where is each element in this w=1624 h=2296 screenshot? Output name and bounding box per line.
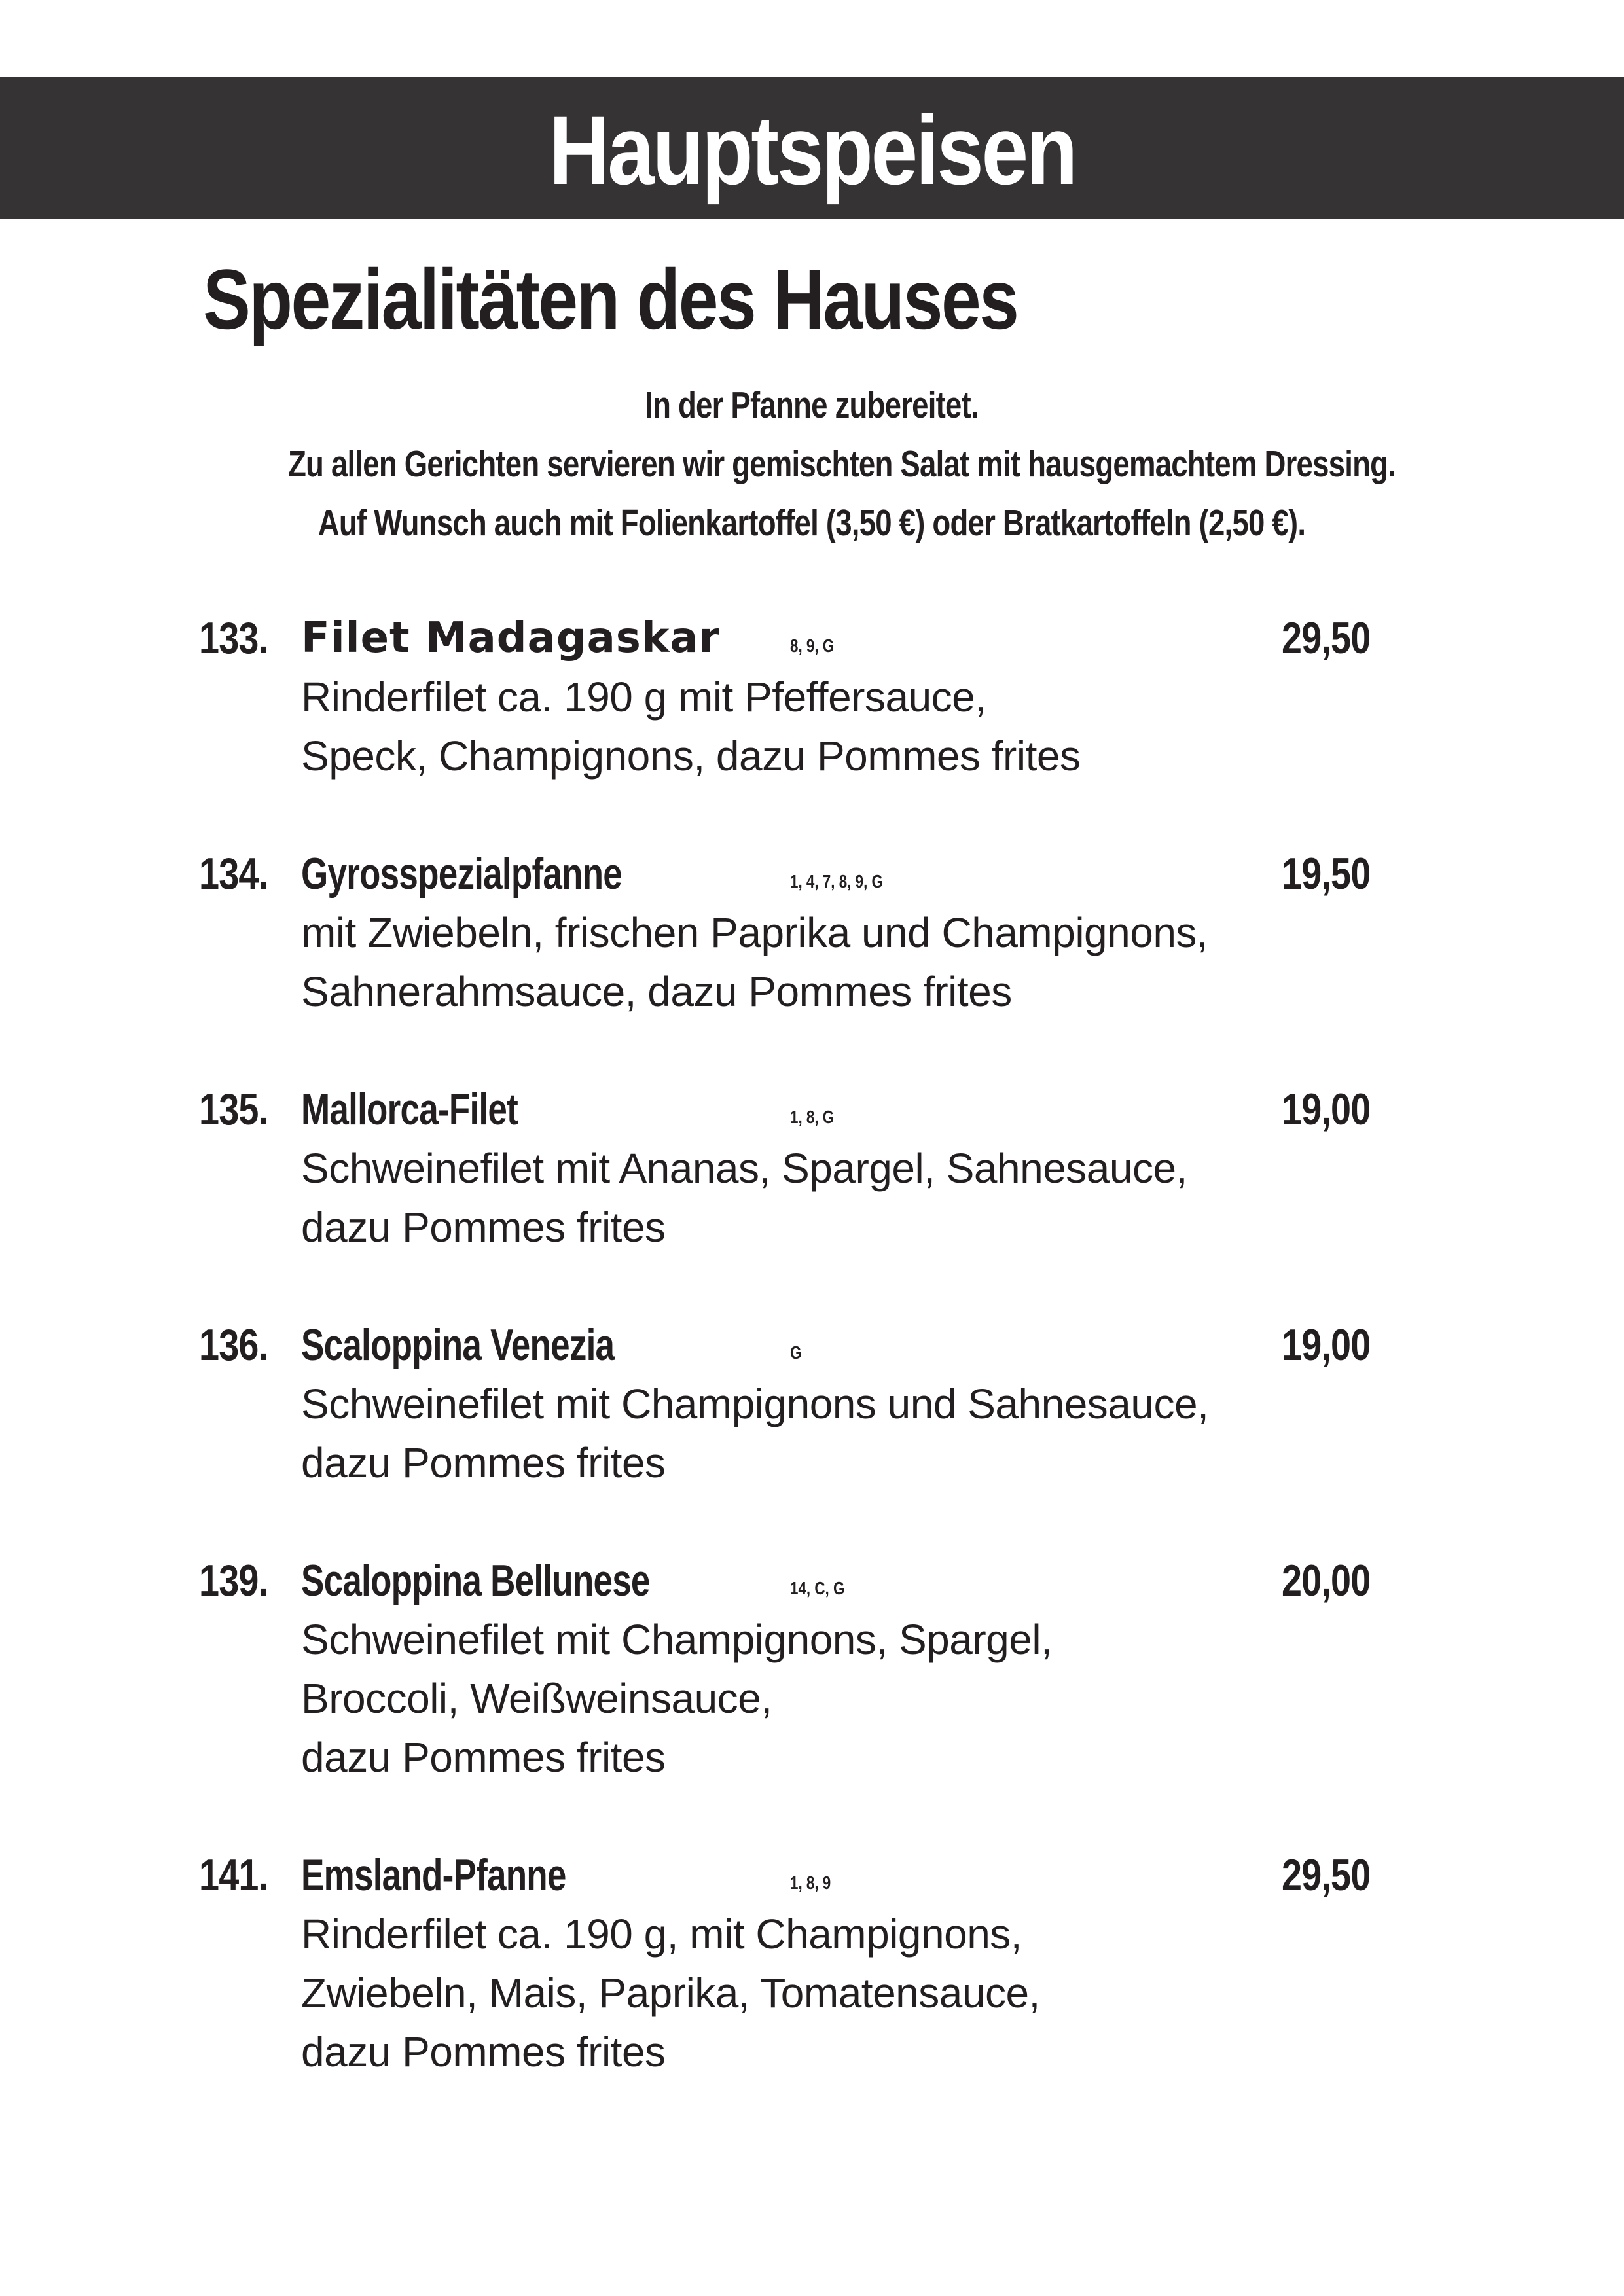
intro-line: In der Pfanne zubereitet. [645, 384, 979, 426]
dish-name: Scaloppina Bellunese [301, 1556, 650, 1605]
section-intro [157, 376, 1466, 552]
description-line: Rinderfilet ca. 190 g, mit Champignons, [301, 1910, 1022, 1958]
dish-description [301, 1374, 1208, 1492]
dish-price: 20,00 [1282, 1556, 1371, 1605]
intro-line: Zu allen Gerichten servieren wir gemischten Salat mit hausgemachtem Dressing. [288, 443, 1396, 485]
dish-description [301, 1905, 1040, 2081]
description-line: Speck, Champignons, dazu Pommes frites [301, 732, 1081, 780]
dish-number: 136. [199, 1320, 268, 1370]
description-line: mit Zwiebeln, frischen Paprika und Champignons, [301, 909, 1208, 956]
dish-allergens: G [790, 1342, 802, 1363]
description-line: Zwiebeln, Mais, Paprika, Tomatensauce, [301, 1969, 1040, 2017]
dish-description [301, 668, 1080, 785]
dish-name: Filet Madagaskar [301, 614, 721, 662]
intro-line: Auf Wunsch auch mit Folienkartoffel (3,50 €) oder Bratkartoffeln (2,50 €). [317, 502, 1306, 544]
description-line: dazu Pommes frites [301, 1439, 666, 1486]
dish-price: 29,50 [1282, 1850, 1371, 1900]
dish-number: 133. [199, 613, 268, 663]
dish-number: 139. [199, 1556, 268, 1605]
description-line: Rinderfilet ca. 190 g mit Pfeffersauce, [301, 673, 986, 721]
dish-name: Scaloppina Venezia [301, 1320, 615, 1370]
page-title: Hauptspeisen [549, 95, 1075, 205]
dish-number: 141. [199, 1850, 268, 1900]
dish-name: Emsland-Pfanne [301, 1850, 566, 1900]
description-line: Broccoli, Weißweinsauce, [301, 1675, 772, 1722]
dish-number: 134. [199, 849, 268, 899]
dish-price: 19,00 [1282, 1085, 1371, 1134]
section-title: Spezialitäten des Hauses [203, 251, 1018, 347]
dish-description [301, 903, 1208, 1021]
dish-price: 19,00 [1282, 1320, 1371, 1370]
description-line: Schweinefilet mit Champignons, Spargel, [301, 1616, 1053, 1663]
dish-description [301, 1139, 1187, 1257]
dish-price: 29,50 [1282, 613, 1371, 663]
header-bar [0, 77, 1624, 219]
dish-allergens: 14, C, G [790, 1578, 845, 1598]
dish-allergens: 8, 9, G [790, 636, 835, 656]
dish-number: 135. [199, 1085, 268, 1134]
dish-name: Gyrosspezialpfanne [301, 849, 622, 899]
dish-allergens: 1, 4, 7, 8, 9, G [790, 871, 883, 891]
description-line: Schweinefilet mit Ananas, Spargel, Sahnesauce, [301, 1145, 1187, 1192]
description-line: dazu Pommes frites [301, 2028, 666, 2075]
description-line: Sahnerahmsauce, dazu Pommes frites [301, 968, 1012, 1015]
description-line: Schweinefilet mit Champignons und Sahnesauce, [301, 1380, 1209, 1427]
dish-name: Mallorca-Filet [301, 1085, 518, 1134]
description-line: dazu Pommes frites [301, 1734, 666, 1781]
dish-allergens: 1, 8, G [790, 1107, 835, 1127]
dish-price: 19,50 [1282, 849, 1371, 899]
description-line: dazu Pommes frites [301, 1204, 666, 1251]
dish-allergens: 1, 8, 9 [790, 1873, 831, 1893]
dish-description [301, 1610, 1052, 1787]
